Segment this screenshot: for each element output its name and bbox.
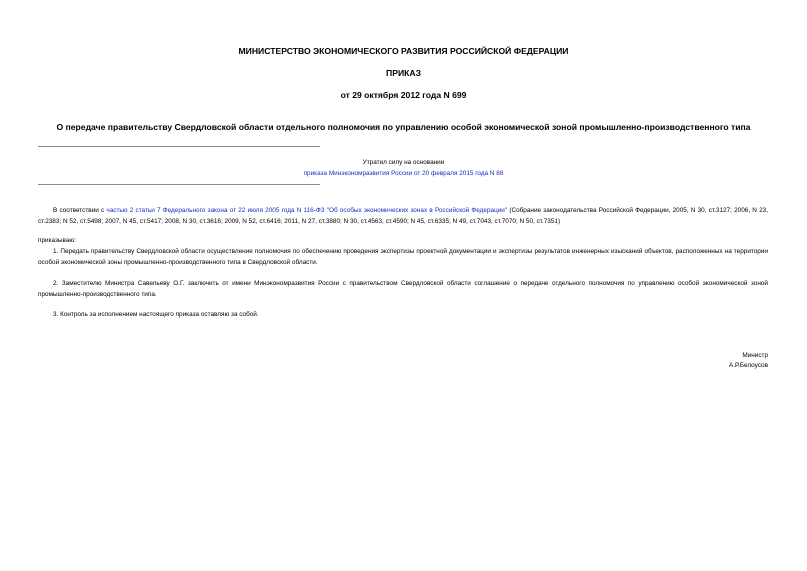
basis-prefix: В соответствии с (53, 207, 107, 214)
order-item-2: 2. Заместителю Министра Савельеву О.Г. заключить от имени Минэкономразвития России с правительством Свердловской области соглашение о передаче отдельного полномочия по управлению особой экономической зоной промышленно-производственного типа. (38, 280, 768, 298)
order-item-3: 3. Контроль за исполнением настоящего приказа оставляю за собой. (53, 311, 259, 318)
document-type: ПРИКАЗ (386, 68, 421, 78)
legal-basis-paragraph (38, 206, 768, 227)
federal-law-link[interactable]: частью 2 статьи 7 Федерального закона от 22 июля 2005 года N 116-ФЗ "Об особых экономических зонах в Российской Федерации" (106, 207, 508, 214)
top-divider (38, 146, 320, 147)
status-note: Утратил силу на основании (362, 159, 445, 166)
order-date-number: от 29 октября 2012 года N 699 (340, 90, 467, 100)
order-word: приказываю: (38, 237, 76, 244)
repeal-order-link[interactable]: приказа Минэкономразвития России от 20 февраля 2015 года N 88 (303, 170, 504, 177)
signatory-name: А.Р.Белоусов (728, 362, 768, 369)
signatory-position: Министр (742, 352, 768, 359)
basis-suffix: (Собрание законодательства Российской Федерации, 2005, N 30, ст.3127; 2006, N 23, ст.2383; N 52, ст.5498; 2007, N 45, ст.5417; 2008, N 30, ст.3616; 2009, N 52, ст.6416; 2011, N 27, ст.3880; N 30, ст.4563, ст.4590; N 45, ст.6335; N 49, ст.7043, ст.7070; N 50, ст.7351) (38, 207, 768, 225)
status-note-link-line (0, 170, 807, 177)
bottom-divider (38, 184, 320, 185)
order-item-1: 1. Передать правительству Свердловской области осуществление полномочия по обеспечению проведения экспертизы проектной документации и экспертизы результатов инженерных изысканий объектов, расположенных на территории особой экономической зоны промышленно-производственного типа в Свердловской области. (38, 248, 768, 266)
document-title: О передаче правительству Свердловской области отдельного полномочия по управлению особой экономической зоной промышленно-производственного типа (56, 122, 751, 132)
ministry-heading: МИНИСТЕРСТВО ЭКОНОМИЧЕСКОГО РАЗВИТИЯ РОССИЙСКОЙ ФЕДЕРАЦИИ (238, 46, 569, 56)
